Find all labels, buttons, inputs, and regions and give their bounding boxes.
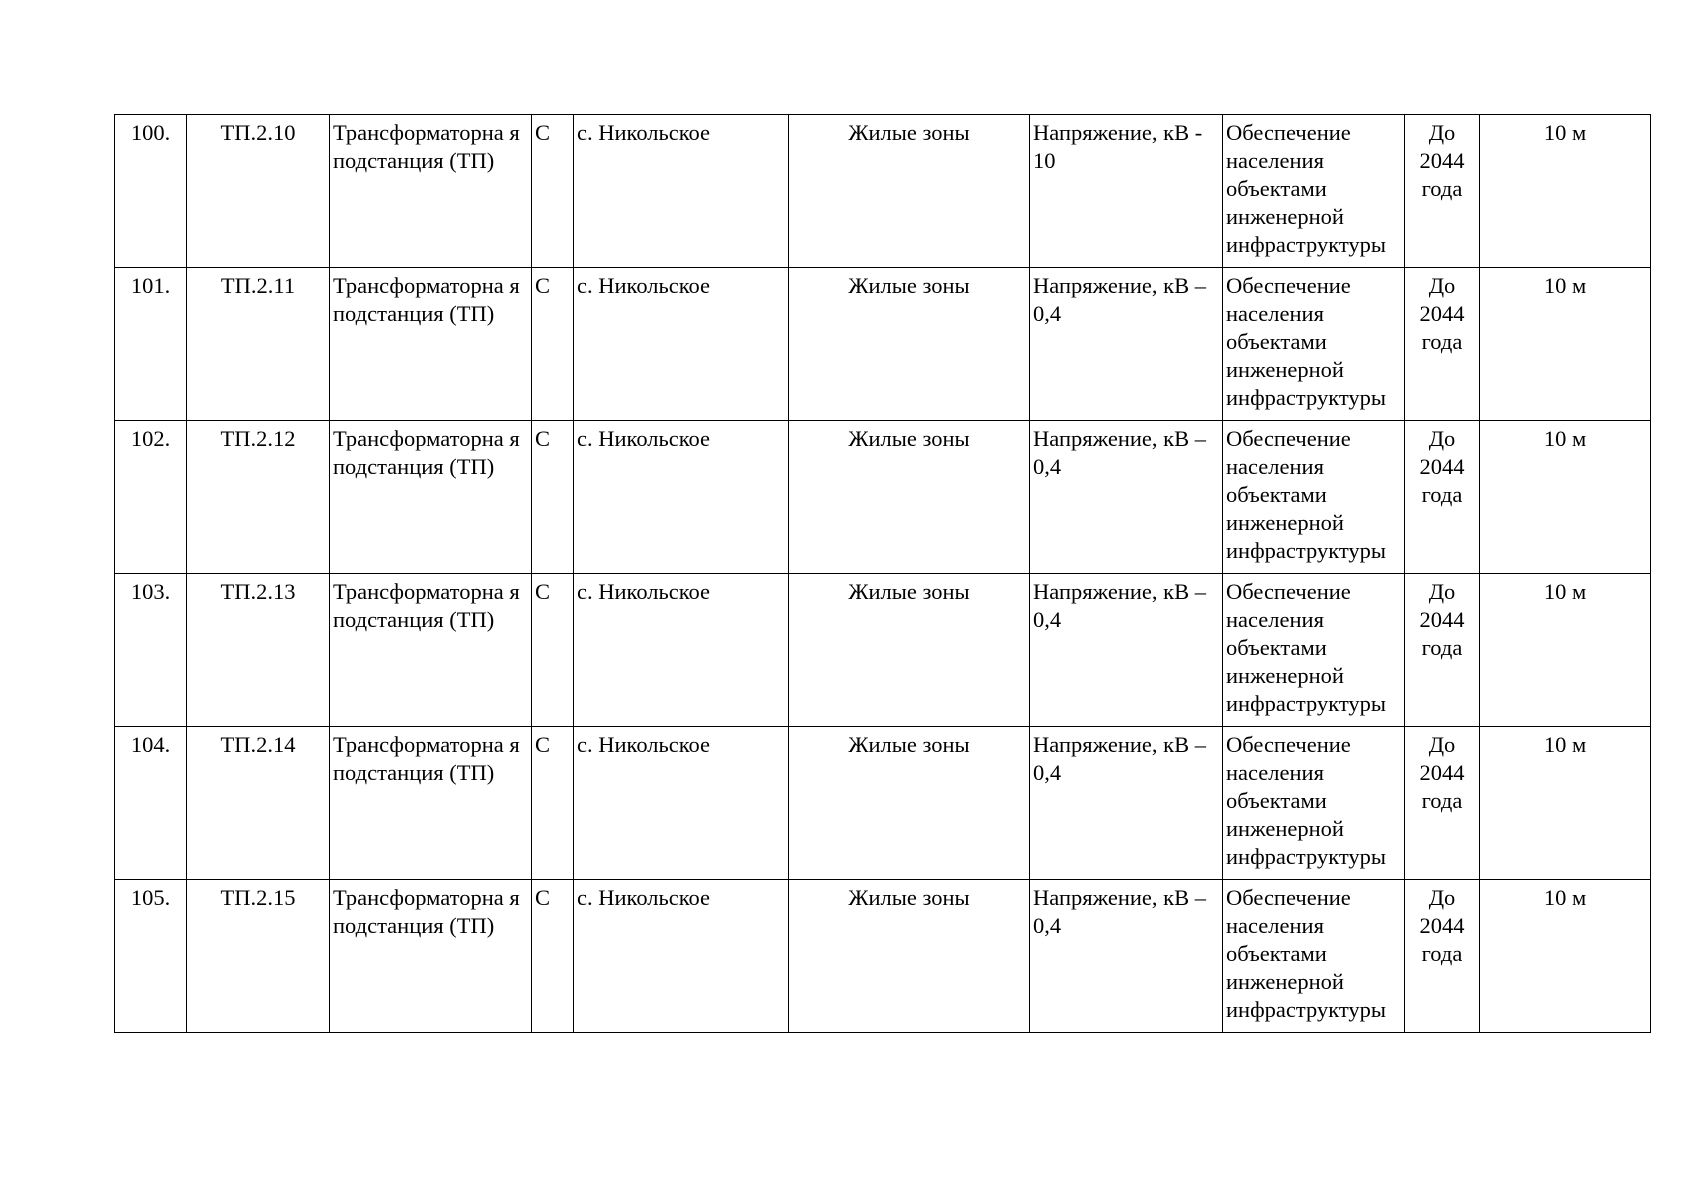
- table-row: [115, 115, 1651, 268]
- row-number: 104.: [115, 727, 187, 880]
- object-purpose: Обеспечение населения объектами инженерной инфраструктуры: [1223, 268, 1405, 421]
- object-characteristic: Напряжение, кВ – 0,4: [1030, 268, 1223, 421]
- row-number: 105.: [115, 880, 187, 1033]
- object-status: С: [532, 268, 574, 421]
- functional-zone: Жилые зоны: [789, 421, 1030, 574]
- object-status: С: [532, 574, 574, 727]
- object-name: Трансформаторна я подстанция (ТП): [330, 574, 532, 727]
- object-code: ТП.2.13: [187, 574, 330, 727]
- object-purpose: Обеспечение населения объектами инженерной инфраструктуры: [1223, 727, 1405, 880]
- object-status: С: [532, 115, 574, 268]
- object-location: с. Никольское: [574, 115, 789, 268]
- object-purpose: Обеспечение населения объектами инженерной инфраструктуры: [1223, 115, 1405, 268]
- functional-zone: Жилые зоны: [789, 880, 1030, 1033]
- object-status: С: [532, 880, 574, 1033]
- object-code: ТП.2.12: [187, 421, 330, 574]
- object-name: Трансформаторна я подстанция (ТП): [330, 115, 532, 268]
- object-characteristic: Напряжение, кВ – 0,4: [1030, 421, 1223, 574]
- protection-zone: 10 м: [1480, 727, 1651, 880]
- objects-table: [114, 114, 1651, 1033]
- functional-zone: Жилые зоны: [789, 268, 1030, 421]
- object-characteristic: Напряжение, кВ – 0,4: [1030, 727, 1223, 880]
- object-location: с. Никольское: [574, 574, 789, 727]
- object-location: с. Никольское: [574, 421, 789, 574]
- object-name: Трансформаторна я подстанция (ТП): [330, 880, 532, 1033]
- object-name: Трансформаторна я подстанция (ТП): [330, 727, 532, 880]
- protection-zone: 10 м: [1480, 115, 1651, 268]
- implementation-term: До 2044 года: [1405, 115, 1480, 268]
- table-row: [115, 727, 1651, 880]
- protection-zone: 10 м: [1480, 574, 1651, 727]
- object-characteristic: Напряжение, кВ – 0,4: [1030, 574, 1223, 727]
- functional-zone: Жилые зоны: [789, 727, 1030, 880]
- functional-zone: Жилые зоны: [789, 115, 1030, 268]
- table-row: [115, 880, 1651, 1033]
- object-location: с. Никольское: [574, 727, 789, 880]
- object-characteristic: Напряжение, кВ – 0,4: [1030, 880, 1223, 1033]
- table-row: [115, 421, 1651, 574]
- protection-zone: 10 м: [1480, 421, 1651, 574]
- object-location: с. Никольское: [574, 268, 789, 421]
- table-row: [115, 268, 1651, 421]
- object-purpose: Обеспечение населения объектами инженерной инфраструктуры: [1223, 421, 1405, 574]
- row-number: 100.: [115, 115, 187, 268]
- object-status: С: [532, 727, 574, 880]
- functional-zone: Жилые зоны: [789, 574, 1030, 727]
- row-number: 103.: [115, 574, 187, 727]
- object-name: Трансформаторна я подстанция (ТП): [330, 268, 532, 421]
- implementation-term: До 2044 года: [1405, 574, 1480, 727]
- object-characteristic: Напряжение, кВ - 10: [1030, 115, 1223, 268]
- table-row: [115, 574, 1651, 727]
- object-code: ТП.2.11: [187, 268, 330, 421]
- protection-zone: 10 м: [1480, 268, 1651, 421]
- implementation-term: До 2044 года: [1405, 268, 1480, 421]
- object-code: ТП.2.10: [187, 115, 330, 268]
- object-name: Трансформаторна я подстанция (ТП): [330, 421, 532, 574]
- object-purpose: Обеспечение населения объектами инженерной инфраструктуры: [1223, 574, 1405, 727]
- implementation-term: До 2044 года: [1405, 727, 1480, 880]
- object-location: с. Никольское: [574, 880, 789, 1033]
- object-status: С: [532, 421, 574, 574]
- implementation-term: До 2044 года: [1405, 421, 1480, 574]
- object-code: ТП.2.14: [187, 727, 330, 880]
- object-purpose: Обеспечение населения объектами инженерной инфраструктуры: [1223, 880, 1405, 1033]
- row-number: 101.: [115, 268, 187, 421]
- protection-zone: 10 м: [1480, 880, 1651, 1033]
- row-number: 102.: [115, 421, 187, 574]
- implementation-term: До 2044 года: [1405, 880, 1480, 1033]
- object-code: ТП.2.15: [187, 880, 330, 1033]
